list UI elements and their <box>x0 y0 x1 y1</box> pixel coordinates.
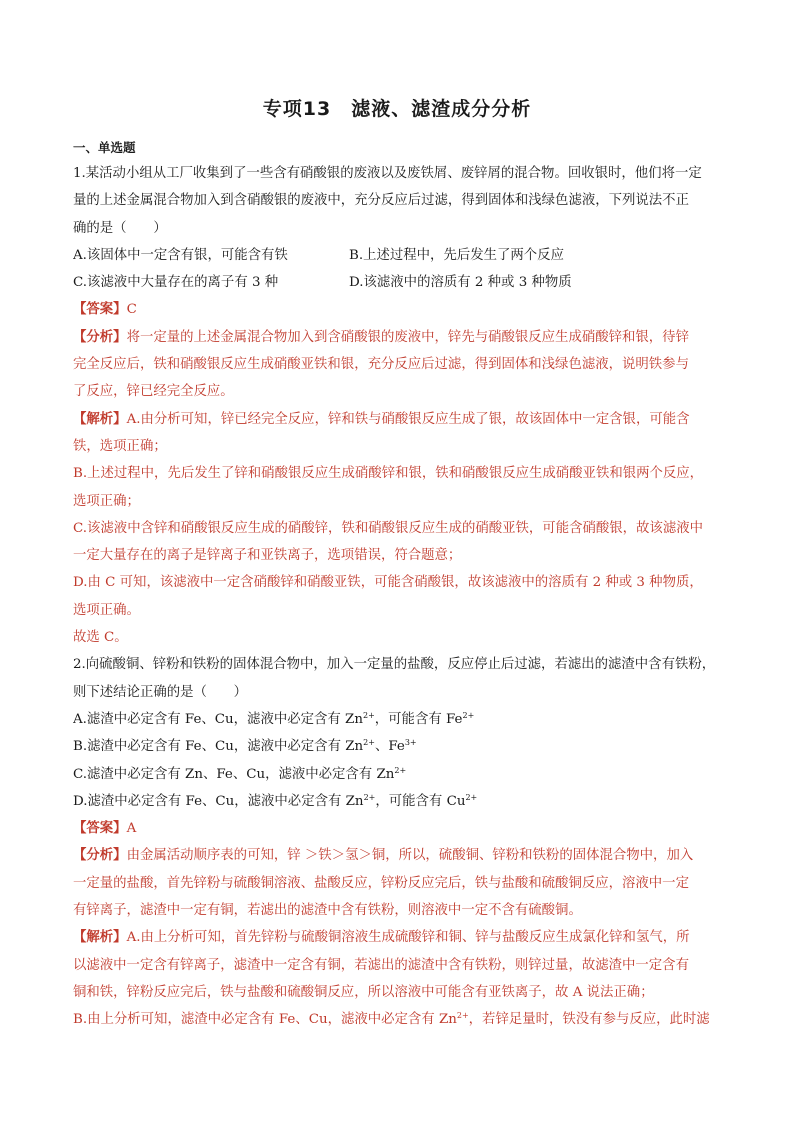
q2-option-d-text: D.滤渣中必定含有 Fe、Cu，滤液中必定含有 Zn <box>73 793 364 809</box>
q1-option-c: C.该滤液中大量存在的离子有 3 种 <box>73 275 279 291</box>
q2-analysis-line: 一定量的盐酸，首先锌粉与硫酸铜溶液、盐酸反应，锌粉反应完后，铁与盐酸和硫酸铜反应，溶液中一定 <box>73 875 689 891</box>
ion-charge: 2+ <box>462 710 475 720</box>
q2-solution-line: 铜和铁，锌粉反应完后，铁与盐酸和硫酸铜反应，所以溶液中可能含有亚铁离子，故 A 说法正确； <box>73 984 654 1000</box>
solution-tag: 【解析】 <box>73 410 127 427</box>
q1-stem-line: 1.某活动小组从工厂收集到了一些含有硝酸银的废液以及废铁屑、废锌屑的混合物。回收银时，他们将一定 <box>73 166 702 181</box>
q1-solution-line: C.该滤液中含锌和硝酸银反应生成的硝酸锌，铁和硝酸银反应生成的硝酸亚铁，可能含硝酸银，故该滤液中 <box>73 520 703 536</box>
q2-answer <box>73 815 723 842</box>
ion-charge: 2+ <box>362 710 375 720</box>
ion-charge: 2+ <box>465 792 478 802</box>
q1-analysis-line: 了反应，锌已经完全反应。 <box>73 384 234 400</box>
q2-solution-text: B.由上分析可知，滤渣中必定含有 Fe、Cu，滤液中必定含有 Zn <box>73 1012 457 1028</box>
q1-solution-line: 故选 C。 <box>73 630 128 646</box>
q1-analysis-text: 将一定量的上述金属混合物加入到含硝酸银的废液中，锌先与硝酸银反应生成硝酸锌和银，待锌 <box>126 329 689 345</box>
q1-options-row <box>73 269 723 296</box>
q1-solution-line: 选项正确。 <box>73 602 140 618</box>
answer-tag: 【答案】 <box>73 820 127 837</box>
q1-option-b: B.上述过程中，先后发生了两个反应 <box>349 247 564 263</box>
q2-stem-line: 则下述结论正确的是（ ） <box>73 684 248 700</box>
q2-solution-text: A.由上分析可知，首先锌粉与硫酸铜溶液生成硫酸锌和铜、锌与盐酸反应生成氯化锌和氢气，所 <box>126 930 690 946</box>
q1-answer <box>73 296 723 323</box>
q2-analysis-line <box>73 842 723 869</box>
q1-analysis-line: 完全反应后，铁和硝酸银反应生成硝酸亚铁和银，充分反应后过滤，得到固体和浅绿色滤液，说明铁参与 <box>73 357 689 373</box>
question-content <box>73 160 723 1034</box>
q2-analysis-text: 由金属活动顺序表的可知，锌 ＞铁＞氢＞铜，所以，硫酸铜、锌粉和铁粉的固体混合物中，加入 <box>126 848 694 864</box>
q2-stem-line: 2.向硫酸铜、锌粉和铁粉的固体混合物中，加入一定量的盐酸，反应停止后过滤，若滤出的滤渣中含有铁粉， <box>73 657 716 673</box>
q2-solution-line <box>73 924 723 951</box>
page-title: 专项13 滤液、滤渣成分分析 <box>262 98 532 120</box>
q1-options-row <box>73 242 723 269</box>
q1-stem-line: 确的是（ ） <box>73 220 167 236</box>
q2-option-b <box>73 733 723 760</box>
solution-tag: 【解析】 <box>73 929 127 946</box>
q1-solution-line: 铁，选项正确； <box>73 438 167 454</box>
analysis-tag: 【分析】 <box>73 847 127 864</box>
q2-option-a <box>73 706 723 733</box>
answer-tag: 【答案】 <box>73 301 127 318</box>
q2-option-b-text: B.滤渣中必定含有 Fe、Cu，滤液中必定含有 Zn <box>73 739 364 755</box>
q2-option-c <box>73 761 723 788</box>
q1-solution-line: 一定大量存在的离子是锌离子和亚铁离子，选项错误，符合题意； <box>73 548 462 564</box>
q2-option-a-text: ，可能含有 Fe <box>374 711 463 727</box>
q1-option-a: A.该固体中一定含有银，可能含有铁 <box>73 247 288 263</box>
ion-charge: 2+ <box>456 1011 469 1021</box>
q2-answer-value: A <box>126 821 137 837</box>
q1-solution-line: B.上述过程中，先后发生了锌和硝酸银反应生成硝酸锌和银，铁和硝酸银反应生成硝酸亚铁和银两个反应， <box>73 466 704 482</box>
analysis-tag: 【分析】 <box>73 328 127 345</box>
q2-option-d <box>73 788 723 815</box>
q2-solution-text: ，若锌足量时，铁没有参与反应，此时滤 <box>468 1012 710 1028</box>
q2-option-b-text: 、Fe <box>374 739 405 755</box>
q1-solution-line: 选项正确； <box>73 493 140 509</box>
ion-charge: 3+ <box>404 738 417 748</box>
q2-option-a-text: A.滤渣中必定含有 Fe、Cu，滤液中必定含有 Zn <box>73 711 363 727</box>
q1-solution-line: D.由 C 可知，该滤液中一定含硝酸锌和硝酸亚铁，可能含硝酸银，故该滤液中的溶质有 2 种或 3 种物质， <box>73 575 703 591</box>
q1-solution-line <box>73 406 723 433</box>
q2-option-c-text: C.滤渣中必定含有 Zn、Fe、Cu，滤液中必定含有 Zn <box>73 766 395 782</box>
q2-analysis-line: 有锌离子，滤渣中一定有铜，若滤出的滤渣中含有铁粉，则溶液中一定不含有硫酸铜。 <box>73 903 582 919</box>
q1-analysis-line <box>73 324 723 351</box>
ion-charge: 2+ <box>363 738 375 748</box>
q1-option-d: D.该滤液中的溶质有 2 种或 3 种物质 <box>349 275 572 291</box>
q1-answer-value: C <box>126 302 137 318</box>
q2-solution-line: 以滤液中一定含有锌离子，滤渣中一定含有铜，若滤出的滤渣中含有铁粉，则锌过量，故滤渣中一定含有 <box>73 957 689 973</box>
q2-option-d-text: ，可能含有 Cu <box>375 793 466 809</box>
q2-solution-line <box>73 1006 723 1033</box>
ion-charge: 2+ <box>394 765 407 775</box>
ion-charge: 2+ <box>363 792 376 802</box>
q1-solution-text: A.由分析可知，锌已经完全反应，锌和铁与硝酸银反应生成了银，故该固体中一定含银，可能含 <box>126 411 690 427</box>
section-heading: 一、单选题 <box>73 140 136 155</box>
q1-stem-line: 量的上述金属混合物加入到含硝酸银的废液中，充分反应后过滤，得到固体和浅绿色滤液，下列说法不正 <box>73 193 689 209</box>
